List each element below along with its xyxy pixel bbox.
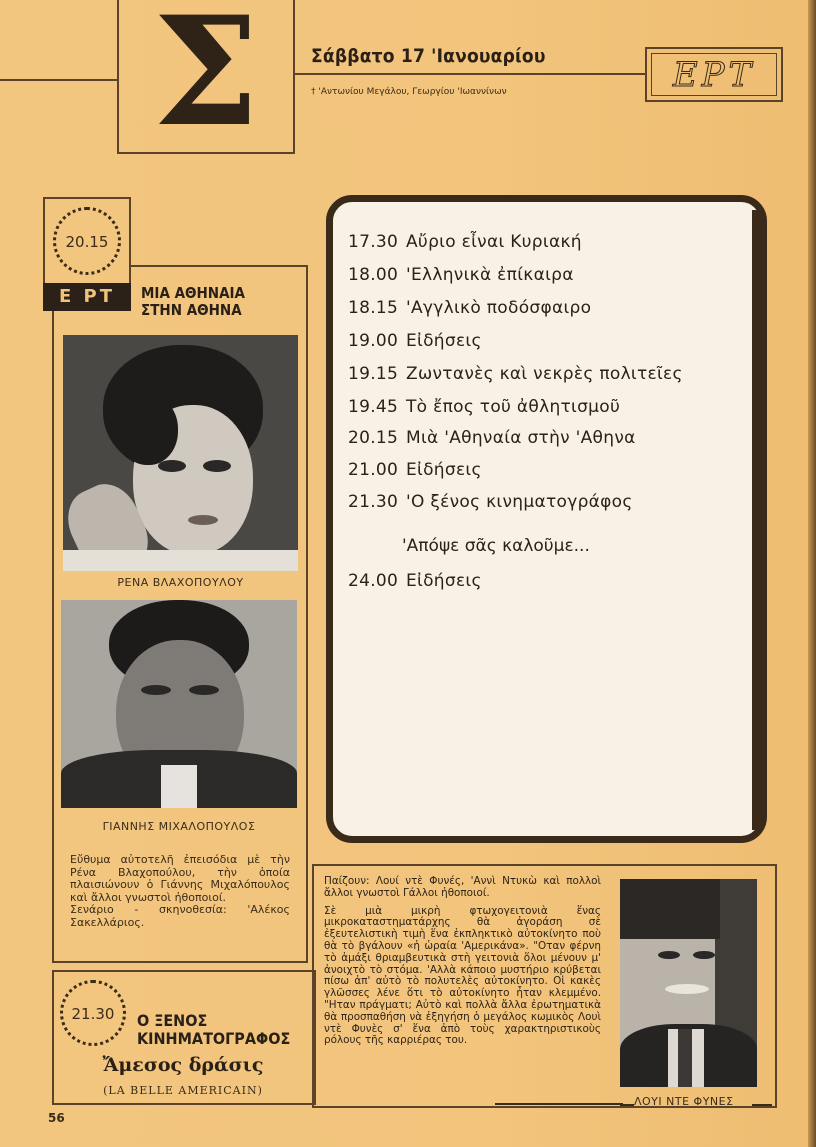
film-title: Ἄμεσος δράσις [102,1054,264,1076]
schedule-row: 17.30 Αὔριο εἶναι Κυριακή [348,232,582,252]
photo-louis-de-funes [620,879,757,1087]
text-underline [495,1103,623,1105]
clock-icon [53,207,121,275]
caption-louis: ΛΟΥΙ ΝΤΕ ΦΥΝΕΣ [634,1095,734,1108]
show-title: ΜΙΑ ΑΘΗΝΑΙΑ ΣΤΗΝ ΑΘΗΝΑ [141,284,245,319]
caption-line-left [620,1104,634,1106]
schedule-row: 21.30 'Ο ξένος κινηματογράφος [348,492,633,512]
schedule-row: 21.00 Εἰδήσεις [348,460,482,480]
tonight-heading: 'Απόψε σᾶς καλοῦμε... [402,536,590,556]
header-rule-right [295,73,645,75]
caption-rena: ΡΕΝΑ ΒΛΑΧΟΠΟΥΛΟΥ [117,576,244,589]
film-description: Παίζουν: Λουί ντὲ Φυνές, 'Αννὶ Ντυκὼ καὶ πολλοὶ ἄλλοι γνωστοὶ Γάλλοι ἠθοποιοί. Σὲ μιὰ μικρὴ φτωχογειτονιὰ ἕνας μικροκαταστηματάρχης θὰ ἀγοράση σὲ ἐξευτελιστικὴ τιμὴ ἕνα ἐκπληκτικὸ αὐτοκίνητο ποὺ θὰ τὸ βγάλουν «ἡ ὡραία 'Αμερικάνα». "Οταν φέρνη τὸ ἀμάξι θριαμβευτικὰ στὴ γειτονιὰ ὅλοι μένουν μ' ἀνοιχτὸ τὸ στόμα. 'Αλλὰ κάποιο μυστήριο κρύβεται πίσω ἀπ' αὐτὸ τὸ πολυτελὲς αὐτοκίνητο. Οἱ κακὲς γλῶσσες λένε ὅτι τὸ αὐτοκίνητο ἦταν κλεμμένο. "Ηταν πράγματι; Αὐτὸ καὶ πολλὰ ἄλλα ἐρωτηματικὰ θὰ προσπαθήση νὰ ἐξηγήση ὁ μεγάλος κωμικὸς Λουὶ ντὲ Φυνὲς σ' ἕνα ἀπὸ τοὺς χαρακτηριστικοὺς ρόλους τῆς καρριέρας του. [324,875,601,1047]
schedule-row-late: 24.00 Εἰδήσεις [348,571,482,591]
saints-day: † 'Αντωνίου Μεγάλου, Γεωργίου 'Ιωαννίνων [311,87,507,97]
header-rule-left [0,79,117,81]
caption-line-right [752,1104,772,1106]
photo-giannis [61,600,297,808]
schedule-panel-shadow [752,210,760,830]
page-spine [808,0,816,1147]
schedule-row: 18.00 'Ελληνικὰ ἐπίκαιρα [348,265,574,285]
page-date: Σάββατο 17 'Ιανουαρίου [311,45,546,67]
caption-giannis: ΓΙΑΝΝΗΣ ΜΙΧΑΛΟΠΟΥΛΟΣ [102,820,256,833]
schedule-row: 20.15 Μιὰ 'Αθηναία στὴν 'Αθηνα [348,428,636,448]
ert-logo: ΕΡΤ [645,47,783,102]
schedule-row: 19.15 Ζωντανὲς καὶ νεκρὲς πολιτεῖες [348,364,683,384]
schedule-row: 18.15 'Αγγλικὸ ποδόσφαιρο [348,298,592,318]
schedule-panel [326,195,767,843]
channel-tag: Ε ΡΤ [43,283,131,311]
film-time: 21.30 [71,1005,115,1023]
page-number: 56 [48,1111,65,1125]
photo-rena [63,335,298,571]
schedule-row: 19.45 Τὸ ἔπος τοῦ ἀθλητισμοῦ [348,397,621,417]
sigma-box [117,0,295,160]
feature-time: 20.15 [65,233,109,251]
feature-description: Εὔθυμα αὐτοτελῆ ἐπεισόδια μὲ τὴν Ρένα Βλαχοπούλου, τὴν ὁποία πλαισιώνουν ὁ Γιάννης Μιχαλόπουλος καὶ ἄλλοι γνωστοὶ ἠθοποιοί. Σενάριο - σκηνοθεσία: 'Αλέκος Σακελλάριος. [70,853,290,929]
film-original-title: (LA BELLE AMERICAIN) [103,1084,263,1097]
sigma-letter: Σ [152,0,260,160]
film-section-title: Ο ΞΕΝΟΣ ΚΙΝΗΜΑΤΟΓΡΑΦΟΣ [137,1011,291,1048]
schedule-row: 19.00 Εἰδήσεις [348,331,482,351]
time-badge [43,197,131,285]
clock-icon-2 [60,980,126,1046]
